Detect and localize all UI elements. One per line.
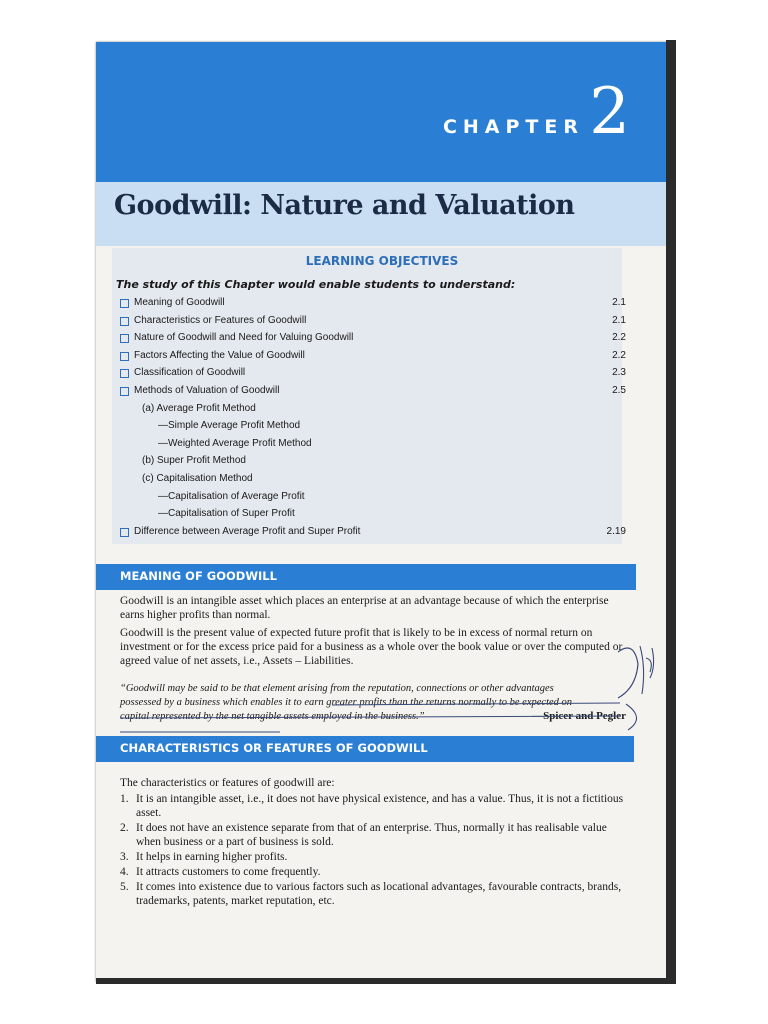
checkbox-square-icon bbox=[120, 334, 129, 343]
learning-objective-item bbox=[120, 507, 626, 525]
learning-objectives-intro: The study of this Chapter would enable students to understand: bbox=[116, 278, 516, 291]
chapter-number: 2 bbox=[589, 75, 630, 149]
learning-objective-item bbox=[120, 437, 626, 455]
chapter-label: CHAPTER bbox=[442, 116, 584, 138]
checkbox-square-icon bbox=[120, 528, 129, 537]
learning-objective-item bbox=[120, 366, 626, 384]
checkbox-square-icon bbox=[120, 352, 129, 361]
characteristic-item bbox=[120, 821, 626, 849]
characteristics-list bbox=[120, 792, 626, 909]
learning-objective-label: Classification of Goodwill bbox=[134, 367, 246, 379]
characteristic-item bbox=[120, 850, 626, 864]
learning-objective-label: —Simple Average Profit Method bbox=[158, 420, 301, 432]
learning-objective-label: Factors Affecting the Value of Goodwill bbox=[134, 349, 305, 361]
learning-objective-page: 2.19 bbox=[606, 525, 626, 537]
learning-objective-page: 2.5 bbox=[612, 384, 626, 396]
characteristic-text: It does not have an existence separate from that of an enterprise. Thus, normally it has realisable value when business or a part of business is sold. bbox=[136, 822, 607, 848]
learning-objective-item bbox=[120, 331, 626, 349]
learning-objective-label: Characteristics or Features of Goodwill bbox=[134, 314, 307, 326]
learning-objective-item bbox=[120, 490, 626, 508]
checkbox-square-icon bbox=[120, 317, 129, 326]
quote-author: —Spicer and Pegler bbox=[532, 710, 626, 722]
meaning-paragraph-1: Goodwill is an intangible asset which places an enterprise at an advantage because of which the enterprise earns higher profits than normal. bbox=[120, 595, 609, 621]
section-heading-characteristics: CHARACTERISTICS OR FEATURES OF GOODWILL bbox=[120, 741, 428, 755]
learning-objective-item bbox=[120, 314, 626, 332]
characteristic-item bbox=[120, 880, 626, 908]
learning-objectives-list bbox=[120, 296, 626, 542]
learning-objective-page: 2.2 bbox=[612, 332, 626, 344]
learning-objective-label: Nature of Goodwill and Need for Valuing Goodwill bbox=[134, 332, 354, 344]
textbook-page bbox=[96, 42, 668, 982]
checkbox-square-icon bbox=[120, 299, 129, 308]
learning-objective-page: 2.1 bbox=[612, 314, 626, 326]
learning-objective-label: Difference between Average Profit and Super Profit bbox=[134, 525, 361, 537]
checkbox-square-icon bbox=[120, 387, 129, 396]
learning-objective-label: (c) Capitalisation Method bbox=[142, 472, 253, 484]
section-bar-meaning bbox=[96, 564, 636, 590]
learning-objective-label: Meaning of Goodwill bbox=[134, 297, 225, 308]
learning-objective-label: (b) Super Profit Method bbox=[142, 455, 246, 467]
learning-objective-item bbox=[120, 296, 626, 314]
learning-objective-item bbox=[120, 472, 626, 490]
learning-objective-item bbox=[120, 384, 626, 402]
learning-objectives-heading: LEARNING OBJECTIVES bbox=[305, 254, 459, 268]
learning-objective-item bbox=[120, 349, 626, 367]
page-bottom-edge bbox=[96, 978, 676, 984]
learning-objective-label: —Capitalisation of Average Profit bbox=[158, 490, 305, 502]
characteristic-number: 1. bbox=[120, 793, 129, 805]
characteristic-number: 3. bbox=[120, 851, 129, 863]
learning-objective-item bbox=[120, 525, 626, 543]
meaning-paragraph-2: Goodwill is the present value of expected future profit that is likely to be in excess of normal return on investment or for the excess price paid for a business as a whole over the book value or over the computed or agreed value of net assets, i.e., Assets – Liabilities. bbox=[120, 627, 623, 667]
characteristic-text: It comes into existence due to various factors such as locational advantages, favourable contracts, brands, trademarks, patents, market reputation, etc. bbox=[136, 881, 622, 907]
characteristic-number: 2. bbox=[120, 822, 129, 834]
chapter-banner bbox=[96, 42, 668, 182]
characteristics-intro: The characteristics or features of goodwill are: bbox=[120, 777, 335, 789]
learning-objective-page: 2.1 bbox=[612, 297, 626, 308]
characteristic-number: 5. bbox=[120, 881, 129, 893]
quote-text: “Goodwill may be said to be that element arising from the reputation, connections or other advantages possessed by a business which enables it to earn greater profits than the returns normally to be expected on capital represented by the net tangible assets employed in the business.” bbox=[120, 683, 573, 722]
learning-objective-item bbox=[120, 402, 626, 420]
learning-objective-label: —Capitalisation of Super Profit bbox=[158, 508, 295, 520]
learning-objective-label: Methods of Valuation of Goodwill bbox=[134, 384, 280, 396]
learning-objective-label: (a) Average Profit Method bbox=[142, 402, 256, 414]
learning-objective-item bbox=[120, 454, 626, 472]
characteristic-text: It is an intangible asset, i.e., it does not have physical existence, and has a value. Thus, it is not a fictitious asset. bbox=[136, 793, 624, 819]
learning-objective-item bbox=[120, 419, 626, 437]
section-heading-meaning: MEANING OF GOODWILL bbox=[120, 569, 277, 583]
characteristic-item bbox=[120, 792, 626, 820]
characteristic-text: It attracts customers to come frequently. bbox=[136, 866, 321, 878]
book-spine-edge bbox=[666, 40, 676, 984]
characteristic-number: 4. bbox=[120, 866, 129, 878]
pen-underline-marks bbox=[120, 692, 630, 742]
learning-objective-label: —Weighted Average Profit Method bbox=[158, 437, 312, 449]
learning-objective-page: 2.2 bbox=[612, 349, 626, 361]
learning-objective-page: 2.3 bbox=[612, 367, 626, 379]
checkbox-square-icon bbox=[120, 369, 129, 378]
chapter-title: Goodwill: Nature and Valuation bbox=[114, 190, 575, 221]
characteristic-text: It helps in earning higher profits. bbox=[136, 851, 288, 863]
characteristic-item bbox=[120, 865, 626, 879]
